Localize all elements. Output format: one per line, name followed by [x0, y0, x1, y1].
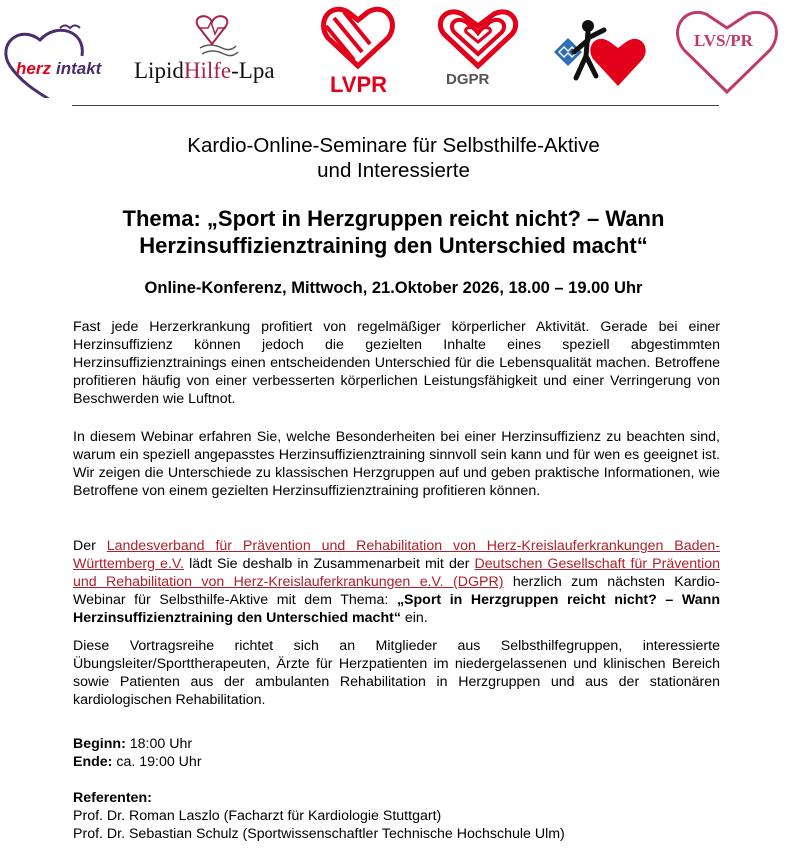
- invitation-text-d: ein.: [400, 610, 428, 626]
- bavaria-sport-heart-logo: [546, 12, 650, 92]
- theme-line2: Herzinsuffizienztraining den Unterschied macht“: [139, 233, 648, 258]
- logo-bar: [0, 0, 787, 102]
- event-date: Online-Konferenz, Mittwoch, 21.Oktober 2026, 18.00 – 19.00 Uhr: [144, 279, 643, 297]
- lipidhilfe-text-a: Lipid: [134, 58, 184, 83]
- invitation-theme-bold: „Sport in Herzgruppen reicht nicht? – Wann Herzinsuffizienztraining den Unterschied macht“: [73, 592, 721, 626]
- paragraph-invitation: [73, 537, 720, 627]
- speaker-item: Prof. Dr. Roman Laszlo (Facharzt für Kardiologie Stuttgart): [73, 808, 442, 824]
- dgpr-logo: [432, 4, 524, 92]
- link-dgpr[interactable]: Deutschen Gesellschaft für Prävention und Rehabilitation von Herz-Kreislauferkrankungen e.V. (DGPR): [73, 556, 720, 590]
- lvspr-text: LVS/PR: [694, 31, 753, 50]
- svg-text:LipidHilfe-Lpa: [134, 58, 275, 83]
- speaker-item: Prof. Dr. Sebastian Schulz (Sportwissenschaftler Technische Hochschule Ulm): [73, 826, 565, 842]
- herzintakt-logo: [2, 8, 122, 98]
- lvpr-logo: [318, 0, 402, 100]
- paragraph-intro: Fast jede Herzerkrankung profitiert von regelmäßiger körperlicher Aktivität. Gerade bei einer Herzinsuffizienz können jedoch die gezielten Inhalte eines speziell abgestimmten Herzinsuffizienztrainings einen entscheidenden Unterschied für die Lebensqualität machen. Betroffene profitieren häufig von einer verbesserten körperlichen Leistungsfähigkeit und einer Verringerung von Beschwerden wie Luftnot.: [73, 319, 720, 407]
- invitation-text-b: lädt Sie deshalb in Zusammenarbeit mit der: [184, 556, 475, 572]
- invitation-text-a: Der: [73, 538, 107, 554]
- seminar-theme: [0, 205, 787, 259]
- begin-label: Beginn:: [73, 736, 126, 752]
- invitation-text-c: herzlich zum nächsten Kardio-Webinar für Selbsthilfe-Aktive mit dem Thema:: [73, 574, 720, 608]
- schedule-end: [73, 753, 720, 771]
- speakers: [73, 789, 720, 843]
- theme-line1: Thema: „Sport in Herzgruppen reicht nicht? – Wann: [122, 206, 665, 231]
- lvpr-text: LVPR: [330, 72, 388, 97]
- lipidhilfe-text-c: -Lpa: [231, 58, 275, 83]
- lvspr-logo: [672, 4, 782, 96]
- end-label: Ende:: [73, 754, 113, 770]
- header-divider: [72, 105, 719, 106]
- link-lvpr-bw[interactable]: Landesverband für Prävention und Rehabilitation von Herz-Kreislauferkrankungen Baden-Württemberg e.V.: [73, 538, 720, 572]
- paragraph-audience: Diese Vortragsreihe richtet sich an Mitglieder aus Selbsthilfegruppen, interessierte Übungsleiter/Sporttherapeuten, Ärzte für Herzpatienten im niedergelassenen und klinischen Bereich sowie Patienten aus der ambulanten Rehabilitation in Herzgruppen und aus der stationären kardiologischen Rehabilitation.: [73, 638, 720, 708]
- speakers-label: Referenten:: [73, 790, 152, 806]
- paragraph-webinar: In diesem Webinar erfahren Sie, welche Besonderheiten bei einer Herzinsuffizienz zu beachten sind, warum ein speziell angepasstes Herzinsuffizienztraining sinnvoll sein kann und für wen es geeignet ist. Wir zeigen die Unterschiede zu klassischen Herzgruppen auf und geben praktische Informationen, wie Betroffene von einem gezielten Herzinsuffizienztraining profitieren können.: [73, 429, 720, 499]
- series-title-line1: Kardio-Online-Seminare für Selbsthilfe-Aktive: [187, 134, 600, 157]
- schedule-begin: [73, 735, 720, 753]
- herzintakt-text-b: intakt: [56, 59, 102, 78]
- begin-value: 18:00 Uhr: [125, 736, 193, 752]
- herzintakt-text-a: herz: [16, 59, 51, 78]
- lipidhilfe-logo: [132, 10, 300, 90]
- series-title-line2: und Interessierte: [317, 159, 470, 182]
- lipidhilfe-text-b: Hilfe: [183, 58, 232, 83]
- series-title: [0, 133, 787, 183]
- end-value: ca. 19:00 Uhr: [112, 754, 202, 770]
- dgpr-text: DGPR: [446, 71, 490, 88]
- schedule: [73, 735, 720, 771]
